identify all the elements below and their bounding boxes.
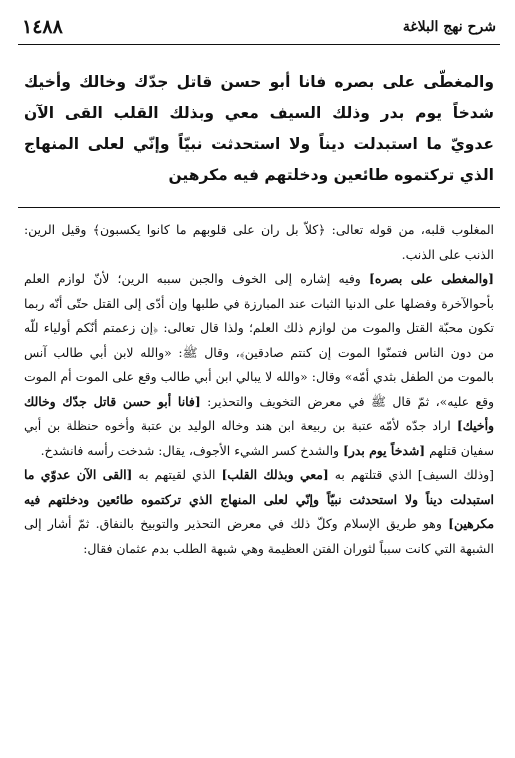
commentary-paragraph-3 bbox=[24, 463, 494, 561]
quoted-phrase: [شدخاً يوم بدر] bbox=[342, 442, 426, 458]
quoted-phrase: [فانا أبو حسن قاتل جدّك وخالك وأخيك] bbox=[24, 393, 494, 433]
quoted-phrase: [والمغطى على بصره] bbox=[368, 271, 494, 286]
running-header bbox=[18, 10, 500, 45]
book-title: شرح نهج البلاغة bbox=[402, 19, 496, 35]
commentary bbox=[24, 218, 494, 561]
commentary-text: والشدخ كسر الشيء الأجوف، يقال: شدخت رأسه فانشدخ. bbox=[40, 442, 343, 458]
text-divider bbox=[18, 207, 500, 208]
commentary-text: اراد جدّه لأمّه عتبة بن ربيعة ابن هند وخاله الوليد بن عتبة وأخوه حنظلة بن أبي سفيان قتلهم bbox=[24, 418, 494, 458]
quoted-phrase: [معي وبذلك القلب] bbox=[221, 467, 329, 482]
page-number: ١٤٨٨ bbox=[22, 16, 63, 38]
quoted-phrase: [القى الآن عدوّي ما استبدلت ديناً ولا استحدثت نبيّاً وإنّي لعلى المنهاج الذي تركتموه طائعين ودخلتهم فيه مكرهين] bbox=[24, 467, 494, 531]
book-page bbox=[18, 10, 500, 745]
commentary-text: وفيه إشاره إلى الخوف والجبن سببه الرين؛ لأنّ لوازم العلم بأحوالآخرة وفضلها على الدنيا الثبات عند المبارزة في طلبها وإن أدّى إلى القتل حتّى أنّه ربما تكون محبّة القتل والموت من لوازم ذلك العلم؛ ولذا قال تعالى: ﴿إن زعمتم أنّكم أولياء للّه من دون الناس فتمنّوا الموت إن كنتم صادقين﴾، وقال ﷺ: «والله لابن أبي طالب آنس بالموت من الطفل بثدي أمّه» وقال: «والله لا يبالي ابن أبي طالب وقع على الموت أم الموت وقع عليه»، ثمّ قال ﷺ في معرض التخويف والتحذير: bbox=[24, 271, 494, 409]
main-text: والمغطّى على بصره فانا أبو حسن قاتل جدّك وخالك وأخيك شدخاً يوم بدر وذلك السيف معي وبذلك القلب القى الآن عدويّ ما استبدلت ديناً ولا استحدثت نبيّاً وإنّي لعلى المنهاج الذي تركتموه طائعين ودخلتهم فيه مكرهين bbox=[24, 73, 494, 184]
commentary-text: الذي لقيتهم به bbox=[132, 467, 222, 482]
commentary-text: [وذلك السيف] الذي قتلتهم به bbox=[328, 467, 495, 482]
commentary-paragraph-1: المغلوب قلبه، من قوله تعالى: ﴿كلاّ بل ران على قلوبهم ما كانوا يكسبون﴾ وقيل الرين: الذنب على الذنب. bbox=[24, 222, 494, 262]
commentary-paragraph-2 bbox=[24, 267, 494, 463]
commentary-text: وهو طريق الإسلام وكلّ ذلك في معرض التحذير والتوبيخ بالنفاق. ثمّ أشار إلى الشبهة التي كانت سبباً لثوران الفتن العظيمة وهي شبهة الطلب بدم عثمان فقال: bbox=[24, 516, 494, 556]
